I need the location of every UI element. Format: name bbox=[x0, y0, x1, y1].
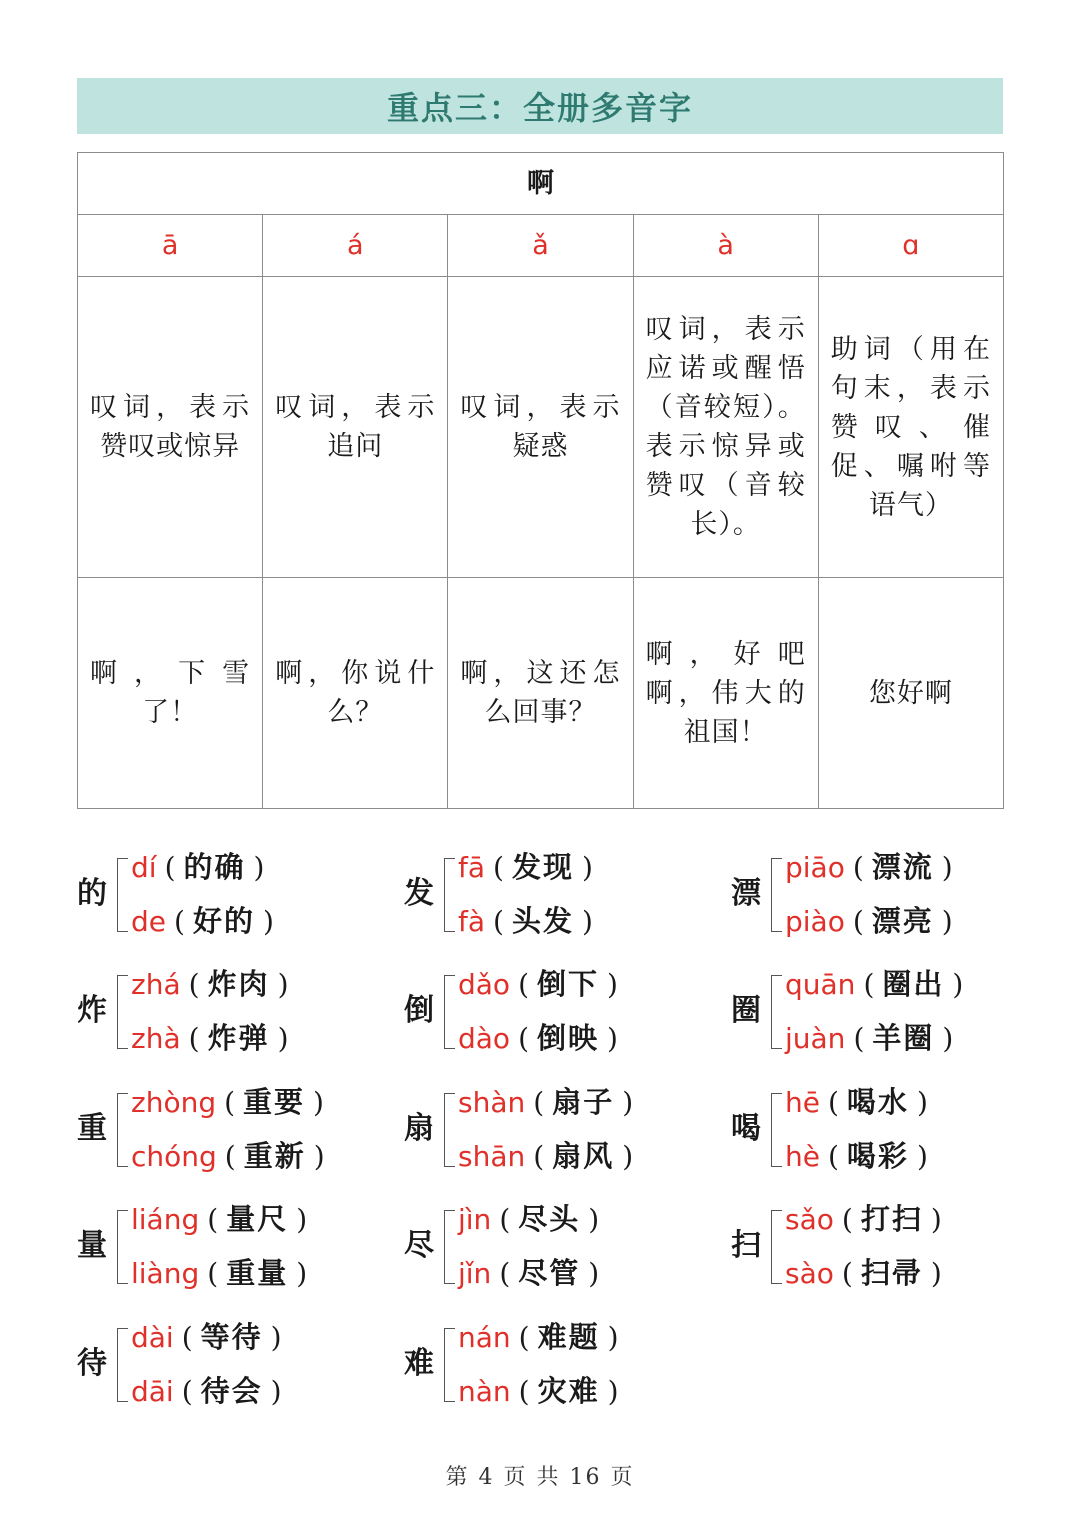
reading-pinyin: de bbox=[131, 905, 166, 938]
reading-line bbox=[458, 961, 626, 1007]
bracket-icon bbox=[444, 1093, 455, 1167]
reading-word: 倒映 bbox=[537, 1021, 600, 1055]
left-paren: ( bbox=[852, 905, 864, 938]
table-character: 啊 bbox=[78, 153, 1004, 215]
right-paren: ) bbox=[262, 905, 274, 938]
reading-word: 漂亮 bbox=[871, 904, 934, 938]
reading-pinyin: nàn bbox=[458, 1375, 511, 1408]
bracket-icon bbox=[444, 1328, 455, 1402]
reading-word: 难题 bbox=[537, 1320, 600, 1354]
example-text: 啊，这还怎么回事？ bbox=[460, 658, 621, 728]
reading-word: 等待 bbox=[200, 1320, 263, 1354]
reading-pinyin: juàn bbox=[785, 1022, 846, 1055]
reading-line bbox=[785, 1250, 950, 1296]
reading-pinyin: dài bbox=[131, 1321, 174, 1354]
reading-pinyin: zhà bbox=[131, 1022, 181, 1055]
polyphone-list bbox=[77, 840, 1003, 1430]
polyphone-entry bbox=[731, 957, 1031, 1065]
polyphone-entry bbox=[404, 1075, 704, 1183]
left-paren: ( bbox=[533, 1140, 545, 1173]
reading-word: 扇风 bbox=[552, 1139, 615, 1173]
bracket-icon bbox=[117, 1093, 128, 1167]
reading-pinyin: dào bbox=[458, 1022, 511, 1055]
left-paren: ( bbox=[499, 1203, 511, 1236]
meaning-text: 叹词，表示赞叹或惊异 bbox=[90, 392, 251, 462]
reading-pinyin: shàn bbox=[458, 1086, 526, 1119]
right-paren: ) bbox=[581, 851, 593, 884]
meaning-cell bbox=[448, 277, 633, 578]
reading-pinyin: dí bbox=[131, 851, 157, 884]
left-paren: ( bbox=[841, 1257, 853, 1290]
bracket-icon bbox=[444, 975, 455, 1049]
reading-pinyin: piāo bbox=[785, 851, 845, 884]
meaning-cell bbox=[263, 277, 448, 578]
example-cell bbox=[263, 578, 448, 809]
reading-word: 量尺 bbox=[226, 1202, 289, 1236]
left-paren: ( bbox=[207, 1203, 219, 1236]
polyphone-entry bbox=[731, 840, 1031, 948]
right-paren: ) bbox=[270, 1375, 282, 1408]
reading-word: 喝水 bbox=[846, 1085, 909, 1119]
polyphone-table bbox=[77, 152, 1004, 809]
right-paren: ) bbox=[941, 851, 953, 884]
polyphone-entry bbox=[77, 840, 377, 948]
reading-line bbox=[458, 1368, 627, 1414]
entry-character: 难 bbox=[404, 1346, 434, 1381]
reading-line bbox=[131, 1196, 315, 1242]
right-paren: ) bbox=[916, 1086, 928, 1119]
polyphone-entry bbox=[404, 840, 704, 948]
reading-pinyin: jìn bbox=[458, 1203, 492, 1236]
right-paren: ) bbox=[607, 1321, 619, 1354]
reading-word: 重量 bbox=[226, 1256, 289, 1290]
reading-pinyin: nán bbox=[458, 1321, 511, 1354]
bracket-icon bbox=[771, 1093, 782, 1167]
entry-character: 重 bbox=[77, 1111, 107, 1146]
reading-pinyin: zhòng bbox=[131, 1086, 217, 1119]
bracket-icon bbox=[117, 858, 128, 932]
left-paren: ( bbox=[518, 1321, 530, 1354]
right-paren: ) bbox=[296, 1203, 308, 1236]
entry-character: 扫 bbox=[731, 1228, 761, 1263]
right-paren: ) bbox=[607, 1375, 619, 1408]
entry-character: 发 bbox=[404, 876, 434, 911]
example-cell bbox=[448, 578, 633, 809]
bracket-icon bbox=[771, 858, 782, 932]
entry-character: 量 bbox=[77, 1228, 107, 1263]
meaning-cell bbox=[818, 277, 1003, 578]
left-paren: ( bbox=[852, 851, 864, 884]
right-paren: ) bbox=[277, 968, 289, 1001]
left-paren: ( bbox=[493, 851, 504, 884]
reading-pinyin: dǎo bbox=[458, 968, 511, 1001]
meaning-text: 叹词，表示追问 bbox=[275, 392, 436, 462]
reading-pinyin: shān bbox=[458, 1140, 526, 1173]
meaning-text: 叹词，表示疑惑 bbox=[460, 392, 621, 462]
reading-line bbox=[131, 844, 272, 890]
example-text: 啊，你说什么？ bbox=[275, 658, 436, 728]
reading-word: 重新 bbox=[243, 1139, 306, 1173]
left-paren: ( bbox=[518, 968, 529, 1001]
reading-word: 倒下 bbox=[537, 967, 600, 1001]
left-paren: ( bbox=[533, 1086, 545, 1119]
entry-character: 扇 bbox=[404, 1111, 434, 1146]
reading-word: 重要 bbox=[243, 1085, 306, 1119]
reading-word: 圈出 bbox=[882, 967, 945, 1001]
reading-pinyin: zhá bbox=[131, 968, 181, 1001]
left-paren: ( bbox=[518, 1022, 529, 1055]
right-paren: ) bbox=[607, 968, 618, 1001]
polyphone-entry bbox=[77, 1192, 377, 1300]
reading-line bbox=[785, 1079, 936, 1125]
right-paren: ) bbox=[930, 1203, 942, 1236]
bracket-icon bbox=[117, 1210, 128, 1284]
polyphone-entry bbox=[77, 1075, 377, 1183]
reading-pinyin: liáng bbox=[131, 1203, 200, 1236]
example-text: 啊，下雪了！ bbox=[90, 658, 251, 728]
reading-pinyin: sào bbox=[785, 1257, 834, 1290]
entry-character: 倒 bbox=[404, 993, 434, 1028]
left-paren: ( bbox=[181, 1375, 193, 1408]
polyphone-entry bbox=[77, 1310, 377, 1418]
reading-line bbox=[458, 1314, 627, 1360]
bracket-icon bbox=[771, 1210, 782, 1284]
reading-line bbox=[131, 1079, 332, 1125]
reading-word: 发现 bbox=[511, 850, 574, 884]
reading-line bbox=[458, 1015, 626, 1061]
entry-character: 炸 bbox=[77, 993, 107, 1028]
example-cell bbox=[78, 578, 263, 809]
right-paren: ) bbox=[313, 1140, 325, 1173]
polyphone-entry bbox=[731, 1192, 1031, 1300]
bracket-icon bbox=[117, 1328, 128, 1402]
reading-word: 漂流 bbox=[871, 850, 934, 884]
reading-pinyin: dāi bbox=[131, 1375, 174, 1408]
left-paren: ( bbox=[827, 1086, 839, 1119]
meaning-text: 助词（用在句末，表示赞叹、催促、嘱咐等语气） bbox=[830, 333, 991, 521]
right-paren: ) bbox=[607, 1022, 618, 1055]
right-paren: ) bbox=[253, 851, 265, 884]
polyphone-entry bbox=[404, 1310, 704, 1418]
reading-word: 尽头 bbox=[518, 1202, 581, 1236]
bracket-icon bbox=[117, 975, 128, 1049]
reading-line bbox=[131, 961, 297, 1007]
reading-word: 待会 bbox=[200, 1374, 263, 1408]
reading-line bbox=[131, 1314, 290, 1360]
left-paren: ( bbox=[224, 1086, 236, 1119]
left-paren: ( bbox=[181, 1321, 193, 1354]
right-paren: ) bbox=[277, 1022, 289, 1055]
reading-word: 扫帚 bbox=[860, 1256, 923, 1290]
reading-line bbox=[458, 1250, 607, 1296]
right-paren: ) bbox=[296, 1257, 308, 1290]
reading-word: 炸肉 bbox=[207, 967, 270, 1001]
polyphone-entry bbox=[404, 957, 704, 1065]
page-footer: 第 4 页 共 16 页 bbox=[445, 1465, 635, 1490]
pinyin-cell: ā bbox=[78, 215, 263, 277]
reading-word: 尽管 bbox=[518, 1256, 581, 1290]
left-paren: ( bbox=[188, 968, 200, 1001]
reading-line bbox=[785, 844, 961, 890]
polyphone-entry bbox=[731, 1075, 1031, 1183]
meaning-text: 叹词，表示应诺或醒悟（音较短）。表示惊异或赞叹（音较长）。 bbox=[645, 314, 806, 540]
reading-line bbox=[458, 1196, 607, 1242]
reading-word: 的确 bbox=[183, 850, 246, 884]
reading-pinyin: sǎo bbox=[785, 1203, 834, 1236]
reading-line bbox=[458, 898, 601, 944]
reading-word: 扇子 bbox=[552, 1085, 615, 1119]
reading-line bbox=[131, 898, 282, 944]
entry-character: 喝 bbox=[731, 1111, 761, 1146]
polyphone-entry bbox=[77, 957, 377, 1065]
reading-pinyin: liàng bbox=[131, 1257, 200, 1290]
bracket-icon bbox=[444, 1210, 455, 1284]
reading-line bbox=[131, 1368, 290, 1414]
reading-word: 羊圈 bbox=[872, 1021, 935, 1055]
reading-line bbox=[785, 961, 971, 1007]
reading-pinyin: jǐn bbox=[458, 1257, 492, 1290]
right-paren: ) bbox=[581, 905, 593, 938]
example-text: 啊，好吧啊，伟大的祖国！ bbox=[645, 638, 806, 748]
entry-character: 圈 bbox=[731, 993, 761, 1028]
reading-line bbox=[785, 1015, 961, 1061]
example-cell bbox=[818, 578, 1003, 809]
page-title: 重点三：全册多音字 bbox=[77, 78, 1003, 134]
left-paren: ( bbox=[841, 1203, 853, 1236]
entry-character: 尽 bbox=[404, 1228, 434, 1263]
reading-word: 打扫 bbox=[860, 1202, 923, 1236]
entry-character: 的 bbox=[77, 876, 107, 911]
left-paren: ( bbox=[207, 1257, 219, 1290]
meaning-cell bbox=[78, 277, 263, 578]
right-paren: ) bbox=[916, 1140, 928, 1173]
polyphone-entry bbox=[404, 1192, 704, 1300]
reading-line bbox=[458, 844, 601, 890]
right-paren: ) bbox=[930, 1257, 942, 1290]
entry-character: 漂 bbox=[731, 876, 761, 911]
right-paren: ) bbox=[622, 1086, 634, 1119]
left-paren: ( bbox=[174, 905, 185, 938]
reading-line bbox=[785, 898, 961, 944]
reading-line bbox=[785, 1133, 936, 1179]
example-text: 您好啊 bbox=[868, 677, 953, 709]
left-paren: ( bbox=[853, 1022, 865, 1055]
right-paren: ) bbox=[622, 1140, 634, 1173]
bracket-icon bbox=[771, 975, 782, 1049]
right-paren: ) bbox=[952, 968, 964, 1001]
reading-line bbox=[458, 1079, 641, 1125]
entry-character: 待 bbox=[77, 1346, 107, 1381]
left-paren: ( bbox=[493, 905, 504, 938]
reading-line bbox=[785, 1196, 950, 1242]
reading-pinyin: chóng bbox=[131, 1140, 217, 1173]
reading-pinyin: quān bbox=[785, 968, 856, 1001]
left-paren: ( bbox=[499, 1257, 511, 1290]
reading-word: 头发 bbox=[511, 904, 574, 938]
right-paren: ) bbox=[588, 1257, 600, 1290]
left-paren: ( bbox=[224, 1140, 236, 1173]
left-paren: ( bbox=[863, 968, 875, 1001]
pinyin-cell: ɑ bbox=[818, 215, 1003, 277]
pinyin-cell: ǎ bbox=[448, 215, 633, 277]
reading-word: 喝彩 bbox=[846, 1139, 909, 1173]
reading-line bbox=[458, 1133, 641, 1179]
reading-line bbox=[131, 1015, 297, 1061]
example-cell bbox=[633, 578, 818, 809]
right-paren: ) bbox=[942, 1022, 954, 1055]
left-paren: ( bbox=[518, 1375, 530, 1408]
reading-line bbox=[131, 1133, 333, 1179]
reading-pinyin: hè bbox=[785, 1140, 820, 1173]
reading-pinyin: piào bbox=[785, 905, 845, 938]
reading-pinyin: fà bbox=[458, 905, 486, 938]
reading-pinyin: fā bbox=[458, 851, 486, 884]
right-paren: ) bbox=[588, 1203, 600, 1236]
reading-word: 灾难 bbox=[537, 1374, 600, 1408]
pinyin-cell: á bbox=[263, 215, 448, 277]
left-paren: ( bbox=[188, 1022, 200, 1055]
reading-word: 好的 bbox=[192, 904, 255, 938]
pinyin-cell: à bbox=[633, 215, 818, 277]
reading-word: 炸弹 bbox=[207, 1021, 270, 1055]
right-paren: ) bbox=[941, 905, 953, 938]
left-paren: ( bbox=[164, 851, 176, 884]
meaning-cell bbox=[633, 277, 818, 578]
right-paren: ) bbox=[270, 1321, 282, 1354]
left-paren: ( bbox=[827, 1140, 839, 1173]
bracket-icon bbox=[444, 858, 455, 932]
reading-line bbox=[131, 1250, 315, 1296]
right-paren: ) bbox=[313, 1086, 324, 1119]
reading-pinyin: hē bbox=[785, 1086, 820, 1119]
